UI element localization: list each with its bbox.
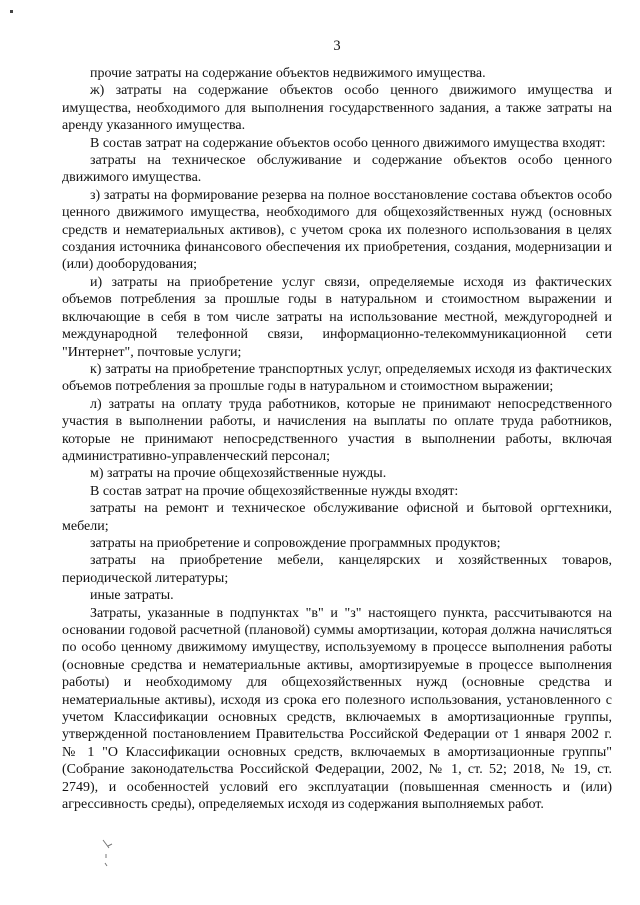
paragraph-2: ж) затраты на содержание объектов особо ценного движимого имущества и имущества, необходимого для выполнения государственного задания, а также затраты на аренду указанного имущества. xyxy=(62,83,612,134)
paragraph-13: затраты на приобретение мебели, канцелярских и хозяйственных товаров, периодической литературы; xyxy=(62,553,612,586)
paragraph-15: Затраты, указанные в подпунктах "в" и "з" настоящего пункта, рассчитываются на основании годовой расчетной (плановой) суммы амортизации, которая должна начисляться по особо ценному движимому имуществу, используемому в процессе выполнения работы (основные средства и нематериальные активы, амортизируемые в процессе выполнения работы) и необходимому для общехозяйственных нужд (основные средства и нематериальные активы), исходя из срока его полезного использования, установленного с учетом Классификации основных средств, включаемых в амортизационные группы, утвержденной постановлением Правительства Российской Федерации от 1 января 2002 г. № 1 "О Классификации основных средств, включаемых в амортизационные группы" (Собрание законодательства Российской Федерации, 2002, № 1, ст. 52; 2018, № 19, ст. 2749), и особенностей условий его эксплуатации (повышенная сменность и (или) агрессивность среды), определяемых исходя из содержания выполняемых работ. xyxy=(62,605,612,813)
paragraph-3: В состав затрат на содержание объектов особо ценного движимого имущества входят: xyxy=(90,135,606,151)
paragraph-10: В состав затрат на прочие общехозяйственные нужды входят: xyxy=(90,483,459,499)
paragraph-1: прочие затраты на содержание объектов недвижимого имущества. xyxy=(90,66,486,81)
page-number: 3 xyxy=(333,38,341,54)
scan-dot xyxy=(10,10,13,13)
scan-artifact xyxy=(100,838,114,868)
paragraph-9: м) затраты на прочие общехозяйственные нужды. xyxy=(90,466,387,482)
paragraph-6: и) затраты на приобретение услуг связи, определяемые исходя из фактических объемов потребления за прошлые годы в натуральном и стоимостном выражении и включающие в себя в том числе затраты на использование местной, междугородней и международной телефонной связи, информационно-телекоммуникационной сети "Интернет", почтовые услуги; xyxy=(62,274,612,360)
paragraph-4: затраты на техническое обслуживание и содержание объектов особо ценного движимого имущества. xyxy=(62,153,612,186)
paragraph-7: к) затраты на приобретение транспортных услуг, определяемых исходя из фактических объемов потребления за прошлые годы в натуральном и стоимостном выражении; xyxy=(62,361,612,395)
paragraph-11: затраты на ремонт и техническое обслуживание офисной и бытовой оргтехники, мебели; xyxy=(62,501,612,534)
paragraph-8: л) затраты на оплату труда работников, которые не принимают непосредственного участия в выполнении работы, и начисления на выплаты по оплате труда работников, которые не принимают непосредственного участия в выполнении работы, включая административно-управленческий персонал; xyxy=(62,396,612,464)
paragraph-5: з) затраты на формирование резерва на полное восстановление состава объектов особо ценного движимого имущества, необходимого для общехозяйственных нужд (основных средств и нематериальных активов), с учетом срока их полезного использования в целях создания источника финансового обеспечения их приобретения, создания, модернизации и (или) дооборудования; xyxy=(62,187,612,273)
paragraph-14: иные затраты. xyxy=(90,588,174,604)
paragraph-12: затраты на приобретение и сопровождение программных продуктов; xyxy=(90,535,501,551)
